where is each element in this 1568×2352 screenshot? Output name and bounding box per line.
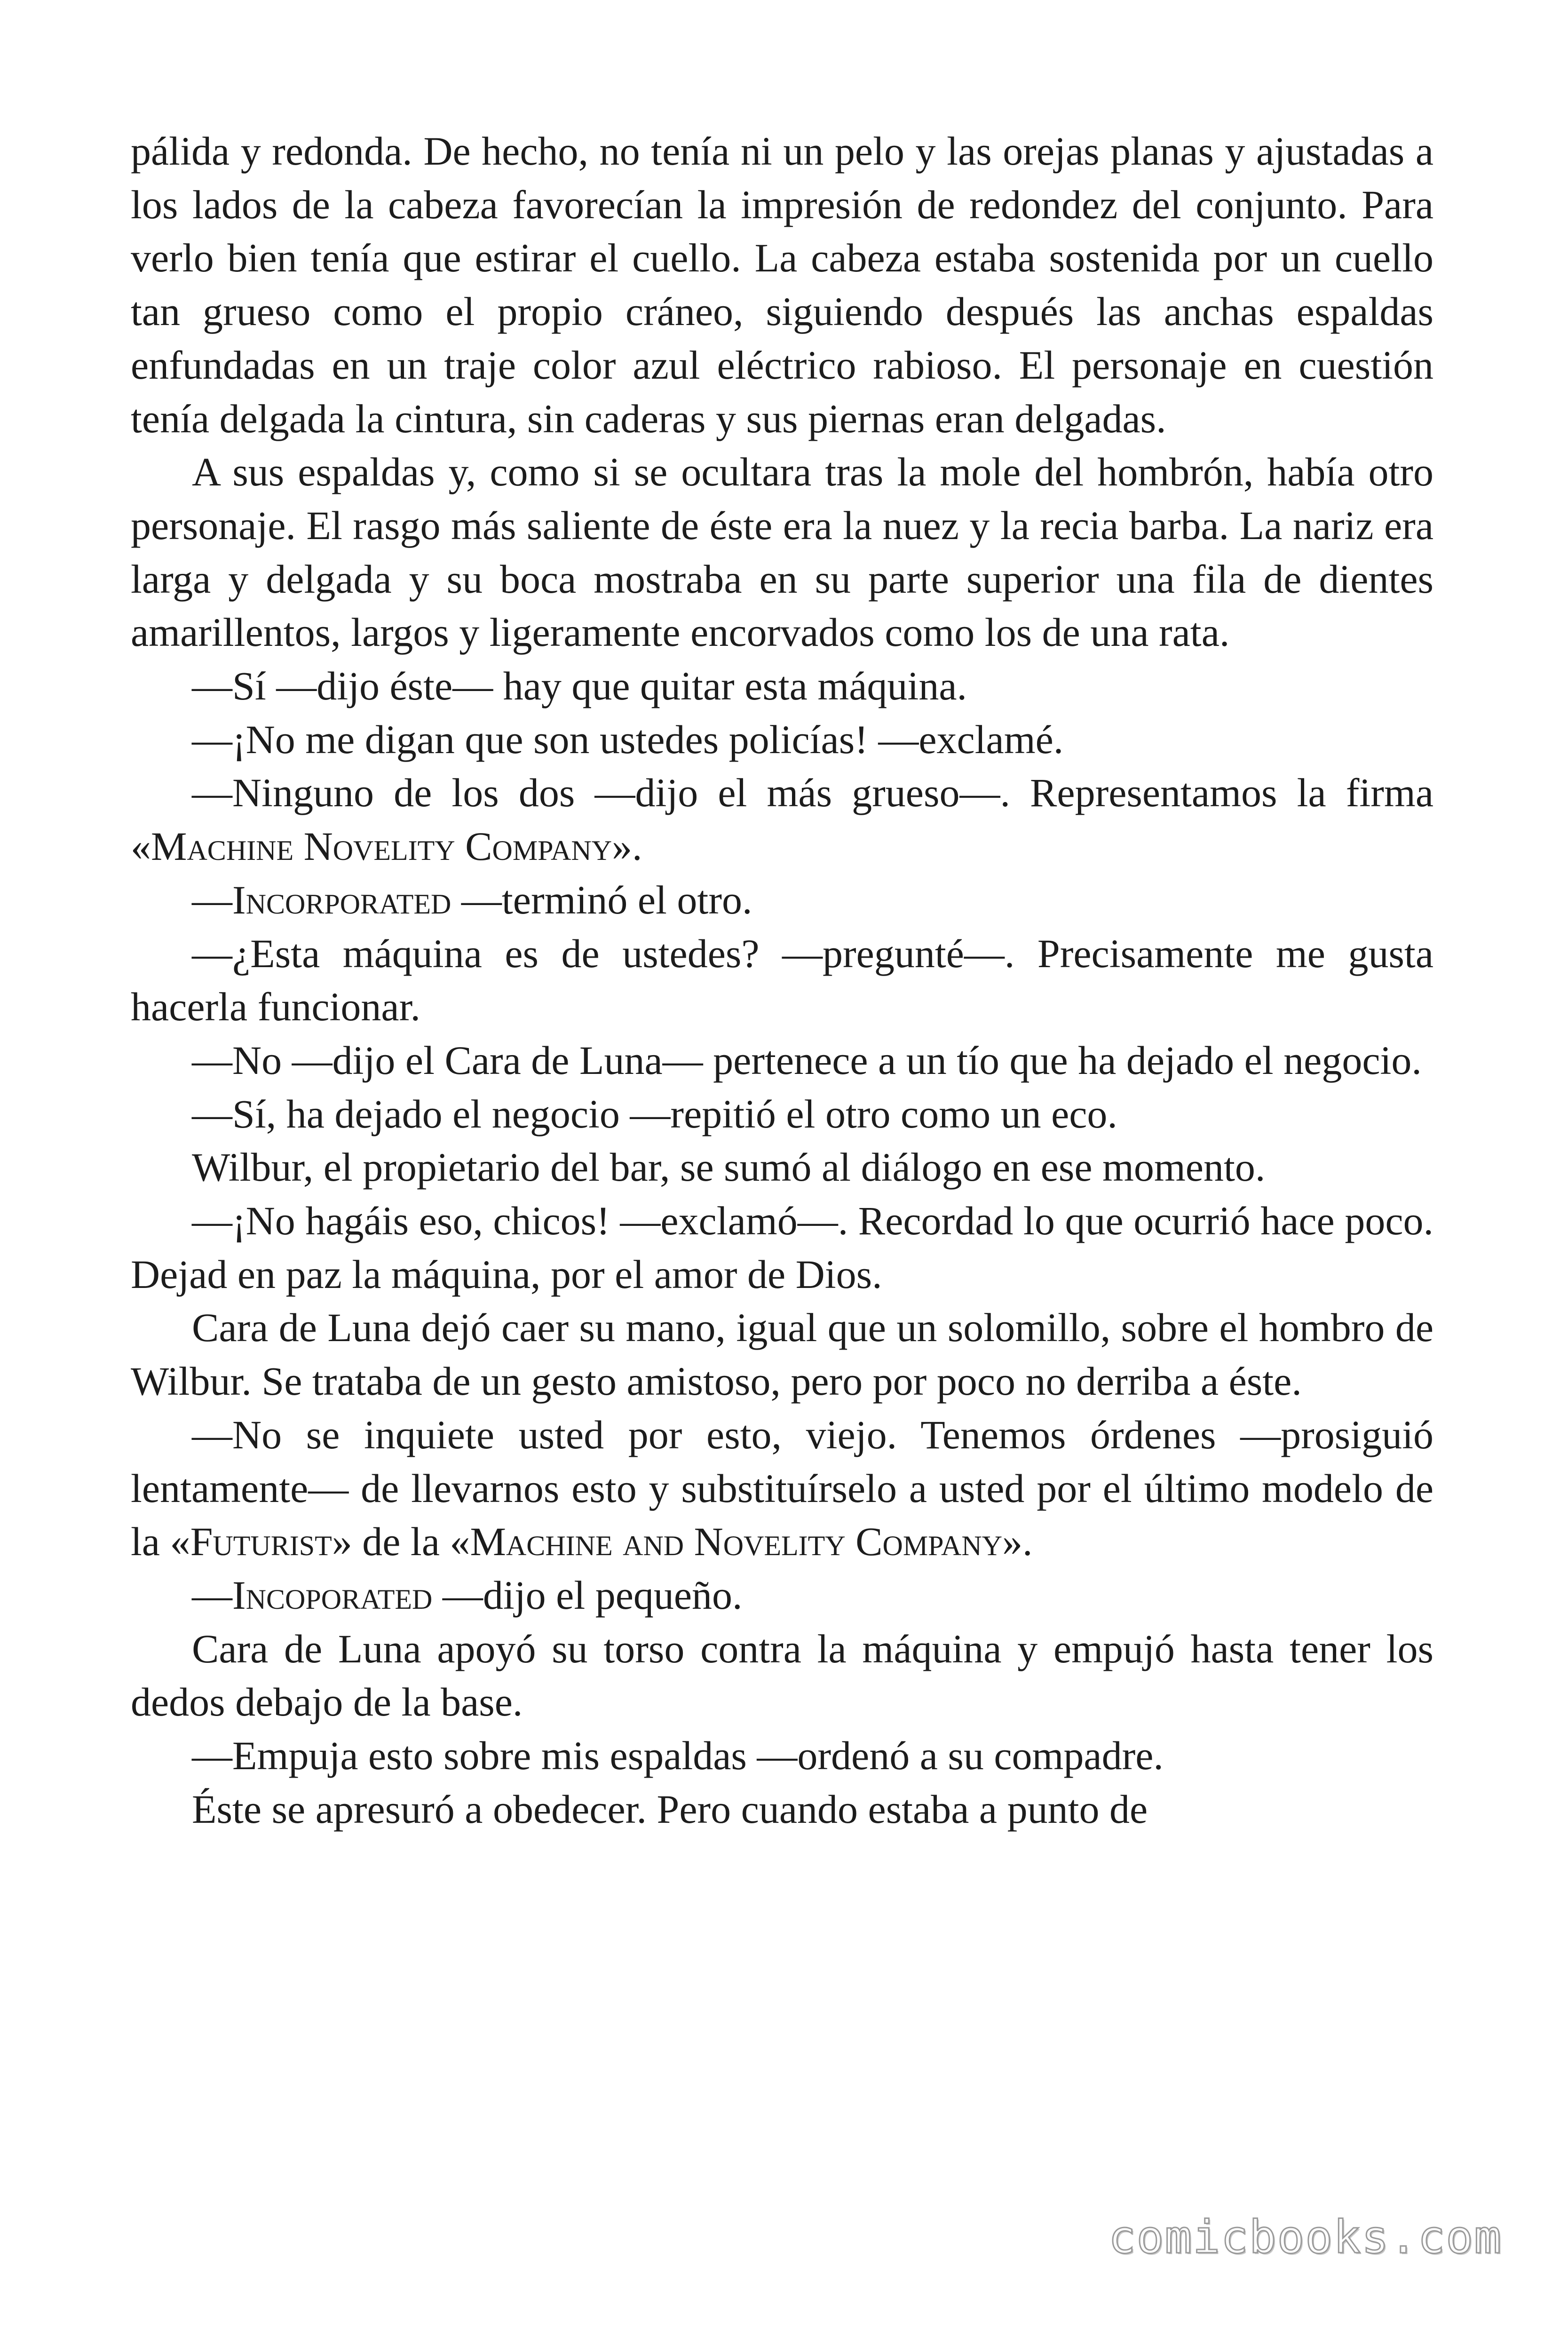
- small-caps-text: Futurist: [190, 1519, 332, 1565]
- paragraph: [131, 1569, 1433, 1622]
- paragraph-text: —Empuja esto sobre mis espaldas —ordenó a su compadre.: [192, 1733, 1164, 1779]
- body-text: [131, 125, 1433, 1836]
- small-caps-text: Incorporated: [232, 877, 451, 922]
- watermark: comicbooks.com: [1108, 2211, 1502, 2264]
- paragraph: [131, 1301, 1433, 1408]
- paragraph-text: Wilbur, el propietario del bar, se sumó al diálogo en ese momento.: [192, 1144, 1266, 1190]
- paragraph-text: —¡No me digan que son ustedes policías! —exclamé.: [192, 716, 1064, 762]
- paragraph: [131, 1088, 1433, 1141]
- paragraph-text: —¿Esta máquina es de ustedes? —pregunté—. Precisamente me gusta hacerla funcionar.: [131, 930, 1433, 1030]
- paragraph: [131, 713, 1433, 767]
- small-caps-text: Machine Novelity Company: [151, 824, 612, 869]
- paragraph-text: —No se inquiete usted por esto, viejo. Tenemos órdenes —prosiguió lentamente— de llevarnos esto y substituírselo a usted por el último modelo de la «: [131, 1412, 1433, 1565]
- paragraph: [131, 1729, 1433, 1783]
- paragraph: [131, 874, 1433, 927]
- paragraph-text: Cara de Luna dejó caer su mano, igual que un solomillo, sobre el hombro de Wilbur. Se trataba de un gesto amistoso, pero por poco no derriba a éste.: [131, 1305, 1433, 1404]
- paragraph: [131, 1408, 1433, 1569]
- paragraph-text: —Ninguno de los dos —dijo el más grueso—. Representamos la firma «: [131, 770, 1433, 869]
- paragraph-text: —¡No hagáis eso, chicos! —exclamó—. Recordad lo que ocurrió hace poco. Dejad en paz la máquina, por el amor de Dios.: [131, 1198, 1433, 1297]
- paragraph-text: —: [192, 1572, 232, 1618]
- paragraph-text: » de la «: [332, 1519, 470, 1565]
- small-caps-text: Incoporated: [232, 1572, 433, 1618]
- paragraph: [131, 927, 1433, 1034]
- paragraph: [131, 1194, 1433, 1301]
- paragraph-text: —: [192, 877, 232, 922]
- paragraph-text: —No —dijo el Cara de Luna— pertenece a un tío que ha dejado el negocio.: [192, 1037, 1422, 1083]
- paragraph: [131, 1783, 1433, 1836]
- paragraph-text: —Sí, ha dejado el negocio —repitió el otro como un eco.: [192, 1091, 1117, 1136]
- paragraph-text: ».: [612, 824, 642, 869]
- paragraph: [131, 1034, 1433, 1088]
- paragraph: [131, 1622, 1433, 1729]
- paragraph-text: pálida y redonda. De hecho, no tenía ni un pelo y las orejas planas y ajustadas a los lados de la cabeza favorecían la impresión de redondez del conjunto. Para verlo bien tenía que estirar el cuello. La cabeza estaba sostenida por un cuello tan grueso como el propio cráneo, siguiendo después las anchas espaldas enfundadas en un traje color azul eléctrico rabioso. El personaje en cuestión tenía delgada la cintura, sin caderas y sus piernas eran delgadas.: [131, 128, 1433, 441]
- paragraph: [131, 125, 1433, 445]
- paragraph-text: ».: [1002, 1519, 1033, 1565]
- paragraph-text: —terminó el otro.: [451, 877, 752, 922]
- paragraph: [131, 445, 1433, 660]
- paragraph: [131, 766, 1433, 873]
- paragraph-text: —dijo el pequeño.: [432, 1572, 743, 1618]
- paragraph: [131, 1141, 1433, 1194]
- small-caps-text: Machine and Novelity Company: [470, 1519, 1003, 1565]
- paragraph-text: —Sí —dijo éste— hay que quitar esta máquina.: [192, 663, 967, 709]
- paragraph-text: Éste se apresuró a obedecer. Pero cuando estaba a punto de: [192, 1786, 1148, 1832]
- paragraph-text: A sus espaldas y, como si se ocultara tras la mole del hombrón, había otro personaje. El rasgo más saliente de éste era la nuez y la recia barba. La nariz era larga y delgada y su boca mostraba en su parte superior una fila de dientes amarillentos, largos y ligeramente encorvados como los de una rata.: [131, 449, 1433, 655]
- paragraph: [131, 660, 1433, 713]
- paragraph-text: Cara de Luna apoyó su torso contra la máquina y empujó hasta tener los dedos debajo de la base.: [131, 1626, 1433, 1725]
